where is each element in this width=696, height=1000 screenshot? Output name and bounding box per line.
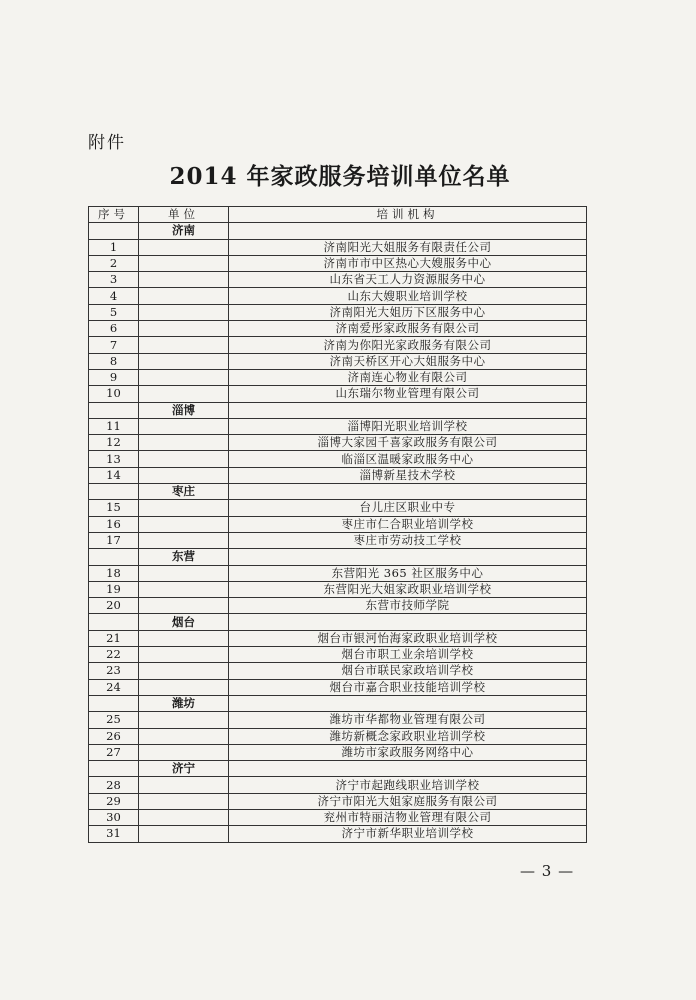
training-institution: 潍坊市家政服务网络中心	[229, 744, 587, 760]
row-number: 25	[89, 712, 139, 728]
table-row	[89, 418, 587, 434]
table-row	[89, 288, 587, 304]
training-institution: 枣庄市仁合职业培训学校	[229, 516, 587, 532]
table-row	[89, 321, 587, 337]
training-institution: 济南市市中区热心大嫂服务中心	[229, 255, 587, 271]
training-institution: 济宁市阳光大姐家庭服务有限公司	[229, 793, 587, 809]
row-unit-cell	[139, 516, 229, 532]
training-institution: 济南连心物业有限公司	[229, 369, 587, 385]
row-number: 11	[89, 418, 139, 434]
table-row	[89, 451, 587, 467]
row-unit-cell	[139, 272, 229, 288]
table-row	[89, 239, 587, 255]
row-unit-cell	[139, 288, 229, 304]
row-number: 17	[89, 532, 139, 548]
row-unit-cell	[139, 712, 229, 728]
region-name: 枣庄	[139, 484, 229, 500]
row-number: 16	[89, 516, 139, 532]
row-unit-cell	[139, 728, 229, 744]
training-institution: 济南爱彤家政服务有限公司	[229, 321, 587, 337]
training-institution: 临淄区温暖家政服务中心	[229, 451, 587, 467]
row-unit-cell	[139, 581, 229, 597]
row-num-cell	[89, 223, 139, 239]
region-name: 东营	[139, 549, 229, 565]
training-institution: 烟台市职工业余培训学校	[229, 647, 587, 663]
region-name: 济宁	[139, 761, 229, 777]
region-name: 潍坊	[139, 695, 229, 711]
row-number: 4	[89, 288, 139, 304]
table-row	[89, 647, 587, 663]
training-institution: 济南阳光大姐服务有限责任公司	[229, 239, 587, 255]
training-institution: 淄博阳光职业培训学校	[229, 418, 587, 434]
training-institution: 淄博大家园千喜家政服务有限公司	[229, 435, 587, 451]
table-row	[89, 353, 587, 369]
row-number: 8	[89, 353, 139, 369]
row-number: 2	[89, 255, 139, 271]
training-institution: 淄博新星技术学校	[229, 467, 587, 483]
row-number: 29	[89, 793, 139, 809]
table-row	[89, 663, 587, 679]
page-number: — 3 —	[520, 862, 575, 880]
table-row	[89, 744, 587, 760]
table-row	[89, 598, 587, 614]
training-institution: 兖州市特丽洁物业管理有限公司	[229, 809, 587, 825]
table-row	[89, 272, 587, 288]
row-number: 31	[89, 826, 139, 842]
header-num: 序号	[89, 207, 139, 223]
training-institution: 东营阳光 365 社区服务中心	[229, 565, 587, 581]
row-unit-cell	[139, 500, 229, 516]
row-number: 28	[89, 777, 139, 793]
row-number: 7	[89, 337, 139, 353]
region-row	[89, 484, 587, 500]
training-institution: 台儿庄区职业中专	[229, 500, 587, 516]
table-row	[89, 386, 587, 402]
table-row	[89, 500, 587, 516]
table-row	[89, 337, 587, 353]
table-row	[89, 809, 587, 825]
row-org-cell	[229, 484, 587, 500]
row-unit-cell	[139, 386, 229, 402]
training-institution: 东营阳光大姐家政职业培训学校	[229, 581, 587, 597]
row-unit-cell	[139, 565, 229, 581]
row-unit-cell	[139, 663, 229, 679]
training-institution: 潍坊市华都物业管理有限公司	[229, 712, 587, 728]
row-num-cell	[89, 695, 139, 711]
region-row	[89, 614, 587, 630]
table-row	[89, 793, 587, 809]
page-title: 2014 年家政服务培训单位名单	[169, 163, 511, 190]
training-institution: 潍坊新概念家政职业培训学校	[229, 728, 587, 744]
row-number: 23	[89, 663, 139, 679]
row-unit-cell	[139, 809, 229, 825]
header-unit: 单位	[139, 207, 229, 223]
row-unit-cell	[139, 353, 229, 369]
row-number: 20	[89, 598, 139, 614]
row-number: 18	[89, 565, 139, 581]
row-unit-cell	[139, 451, 229, 467]
row-number: 15	[89, 500, 139, 516]
row-number: 12	[89, 435, 139, 451]
table-header-row	[89, 207, 587, 223]
training-units-table	[88, 206, 587, 843]
row-number: 5	[89, 304, 139, 320]
table-row	[89, 532, 587, 548]
training-institution: 东营市技师学院	[229, 598, 587, 614]
header-org: 培训机构	[229, 207, 587, 223]
row-unit-cell	[139, 321, 229, 337]
training-institution: 济南天桥区开心大姐服务中心	[229, 353, 587, 369]
table-row	[89, 728, 587, 744]
row-unit-cell	[139, 744, 229, 760]
table-row	[89, 712, 587, 728]
table-row	[89, 826, 587, 842]
row-number: 6	[89, 321, 139, 337]
training-institution: 山东大嫂职业培训学校	[229, 288, 587, 304]
row-number: 9	[89, 369, 139, 385]
table-row	[89, 777, 587, 793]
row-number: 27	[89, 744, 139, 760]
training-institution: 济宁市新华职业培训学校	[229, 826, 587, 842]
row-unit-cell	[139, 532, 229, 548]
row-unit-cell	[139, 793, 229, 809]
training-institution: 济南阳光大姐历下区服务中心	[229, 304, 587, 320]
row-number: 13	[89, 451, 139, 467]
row-unit-cell	[139, 255, 229, 271]
table-row	[89, 369, 587, 385]
row-unit-cell	[139, 826, 229, 842]
row-unit-cell	[139, 239, 229, 255]
region-row	[89, 761, 587, 777]
row-number: 22	[89, 647, 139, 663]
row-number: 14	[89, 467, 139, 483]
row-num-cell	[89, 484, 139, 500]
row-num-cell	[89, 614, 139, 630]
table-row	[89, 581, 587, 597]
row-org-cell	[229, 614, 587, 630]
row-number: 26	[89, 728, 139, 744]
table-row	[89, 630, 587, 646]
table-row	[89, 255, 587, 271]
training-institution: 山东省天工人力资源服务中心	[229, 272, 587, 288]
annex-label: 附件	[88, 133, 126, 153]
training-institution: 枣庄市劳动技工学校	[229, 532, 587, 548]
row-unit-cell	[139, 369, 229, 385]
training-institution: 烟台市联民家政培训学校	[229, 663, 587, 679]
training-institution: 烟台市银河怡海家政职业培训学校	[229, 630, 587, 646]
row-number: 21	[89, 630, 139, 646]
table-row	[89, 565, 587, 581]
row-number: 3	[89, 272, 139, 288]
row-num-cell	[89, 549, 139, 565]
region-name: 济南	[139, 223, 229, 239]
row-org-cell	[229, 761, 587, 777]
row-unit-cell	[139, 467, 229, 483]
table-row	[89, 679, 587, 695]
region-row	[89, 695, 587, 711]
row-unit-cell	[139, 418, 229, 434]
row-unit-cell	[139, 777, 229, 793]
row-num-cell	[89, 761, 139, 777]
row-unit-cell	[139, 598, 229, 614]
row-unit-cell	[139, 647, 229, 663]
table-body	[89, 223, 587, 842]
row-unit-cell	[139, 435, 229, 451]
table-row	[89, 516, 587, 532]
row-number: 1	[89, 239, 139, 255]
row-unit-cell	[139, 630, 229, 646]
table-row	[89, 467, 587, 483]
table-row	[89, 304, 587, 320]
training-institution: 济南为你阳光家政服务有限公司	[229, 337, 587, 353]
region-name: 烟台	[139, 614, 229, 630]
row-org-cell	[229, 695, 587, 711]
region-row	[89, 549, 587, 565]
row-number: 10	[89, 386, 139, 402]
training-institution: 山东瑞尔物业管理有限公司	[229, 386, 587, 402]
row-number: 30	[89, 809, 139, 825]
row-unit-cell	[139, 679, 229, 695]
row-org-cell	[229, 402, 587, 418]
row-org-cell	[229, 549, 587, 565]
row-unit-cell	[139, 304, 229, 320]
row-number: 19	[89, 581, 139, 597]
region-row	[89, 402, 587, 418]
region-name: 淄博	[139, 402, 229, 418]
row-number: 24	[89, 679, 139, 695]
table-row	[89, 435, 587, 451]
training-institution: 烟台市嘉合职业技能培训学校	[229, 679, 587, 695]
training-institution: 济宁市起跑线职业培训学校	[229, 777, 587, 793]
row-num-cell	[89, 402, 139, 418]
row-org-cell	[229, 223, 587, 239]
region-row	[89, 223, 587, 239]
row-unit-cell	[139, 337, 229, 353]
